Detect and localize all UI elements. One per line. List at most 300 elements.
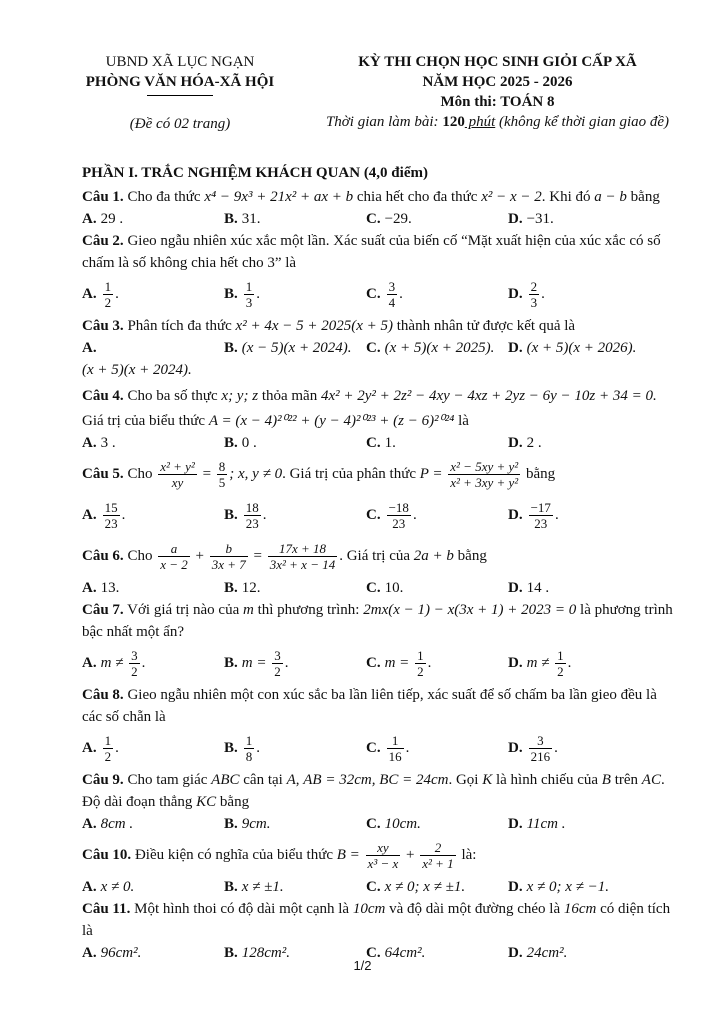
option-d xyxy=(508,577,650,599)
question-1 xyxy=(82,186,674,208)
equals-sign: = xyxy=(249,547,266,564)
question-5 xyxy=(82,454,674,495)
option-a: A. m ≠ $\frac{3}{2}$ . xyxy=(82,648,146,679)
question-text: . Gọi xyxy=(448,772,483,788)
question-label: Câu 7. xyxy=(82,602,124,618)
math-expr: m = xyxy=(384,654,414,671)
option-letter: C. xyxy=(366,879,381,895)
time-limit xyxy=(305,112,690,132)
option-a xyxy=(82,208,224,230)
answer-options xyxy=(82,728,674,769)
fraction xyxy=(415,648,426,679)
denominator: 3 xyxy=(530,295,538,310)
option-a-value: (x + 5)(x + 2024). xyxy=(82,362,192,378)
option-b: B. $\frac{1}{3}$ . xyxy=(224,279,261,310)
numerator: −18 xyxy=(388,500,409,515)
option-d: D. $\frac{2}{3}$ . xyxy=(508,279,545,310)
denominator: 2 xyxy=(417,664,424,679)
question-label: Câu 9. xyxy=(82,772,124,788)
question-text: là xyxy=(454,413,469,429)
question-label: Câu 3. xyxy=(82,318,124,334)
question-text: Cho ba số thực xyxy=(123,388,222,404)
denominator: 4 xyxy=(388,295,396,310)
option-letter: B. xyxy=(224,945,238,961)
answer-options xyxy=(82,432,674,454)
question-label: Câu 6. xyxy=(82,547,124,564)
denominator: 3 xyxy=(245,295,253,310)
denominator: 23 xyxy=(104,516,118,531)
math-expr: A = (x − 4)²⁰²² + (y − 4)²⁰²³ + (z − 6)²⁰²⁴ xyxy=(208,413,455,429)
question-text: cân tại xyxy=(239,772,287,788)
math-expr: x² + 4x − 5 + 2025(x + 5) xyxy=(235,318,393,334)
option-letter: B. xyxy=(224,211,238,227)
fraction xyxy=(158,459,197,490)
option-letter: A. xyxy=(82,816,97,832)
question-9 xyxy=(82,769,674,791)
question-text: bằng xyxy=(522,465,556,482)
question-9-line-2 xyxy=(82,791,674,813)
numerator: 1 xyxy=(104,279,112,294)
question-label: Câu 4. xyxy=(82,388,124,404)
option-letter: C. xyxy=(366,816,381,832)
question-text: . Giá trị của xyxy=(339,547,414,564)
time-suffix: (không kể thời gian giao đề) xyxy=(495,114,670,130)
denominator: 3x + 7 xyxy=(211,557,246,572)
section-title: PHẦN I. TRẮC NGHIỆM KHÁCH QUAN (4,0 điểm) xyxy=(82,165,428,181)
option-c xyxy=(366,337,508,359)
option-value: 24cm². xyxy=(526,945,568,961)
option-value: 128cm². xyxy=(241,945,291,961)
math-expr: A xyxy=(286,772,296,788)
math-expr: KC xyxy=(196,794,217,810)
question-text: bằng xyxy=(216,794,250,810)
option-letter: A. xyxy=(82,654,97,671)
question-text: Gieo ngẫu nhiên xúc xắc một lần. Xác suất của biến cố “Mặt xuất hiện của xúc xắc có số chấm là số không chia hết cho 3” là xyxy=(82,233,661,271)
option-value: 96cm². xyxy=(100,945,142,961)
fraction xyxy=(387,500,411,531)
math-expr: 4x² + 2y² + 2z² − 4xy − 4xz + 2yz − 6y − 10z + 34 = 0. xyxy=(320,388,657,404)
option-letter: D. xyxy=(508,506,523,523)
option-letter: A. xyxy=(82,945,97,961)
question-text: là hình chiếu của xyxy=(492,772,602,788)
option-d: D. m ≠ $\frac{1}{2}$ . xyxy=(508,648,572,679)
question-label: Câu 11. xyxy=(82,901,131,917)
option-value: 13. xyxy=(100,580,120,596)
numerator: 18 xyxy=(245,500,259,515)
answer-options xyxy=(82,495,674,536)
math-expr: 10cm xyxy=(352,901,386,917)
numerator: 1 xyxy=(557,648,564,663)
question-label: Câu 1. xyxy=(82,189,124,205)
option-letter: B. xyxy=(224,580,238,596)
fraction xyxy=(529,733,553,764)
option-d xyxy=(508,337,650,359)
fraction xyxy=(387,733,404,764)
answer-options xyxy=(82,876,674,898)
option-letter: A. xyxy=(82,879,97,895)
option-value: −31. xyxy=(526,211,554,227)
option-d xyxy=(508,208,650,230)
fraction xyxy=(217,459,228,490)
header-divider xyxy=(147,95,213,96)
numerator: 3 xyxy=(274,648,281,663)
denominator: 2 xyxy=(104,295,112,310)
option-letter: B. xyxy=(224,435,238,451)
denominator: 2 xyxy=(557,664,564,679)
denominator: 23 xyxy=(245,516,259,531)
denominator: 8 xyxy=(245,749,253,764)
denominator: 23 xyxy=(534,516,548,531)
numerator: x² − 5xy + y² xyxy=(450,459,519,474)
option-c xyxy=(366,432,508,454)
option-value: −29. xyxy=(384,211,412,227)
question-text: trên xyxy=(610,772,642,788)
option-value: 12. xyxy=(241,580,261,596)
math-expr: K xyxy=(482,772,493,788)
question-label: Câu 2. xyxy=(82,233,124,249)
denominator: x³ − x xyxy=(367,856,399,871)
page-count-note: (Đề có 02 trang) xyxy=(129,116,231,132)
option-c: C. m = $\frac{1}{2}$ . xyxy=(366,648,432,679)
answer-options xyxy=(82,813,674,835)
option-letter: A. xyxy=(82,340,97,356)
denominator: xy xyxy=(171,475,184,490)
option-value: 31. xyxy=(241,211,261,227)
option-value: 14 . xyxy=(526,580,550,596)
denominator: 23 xyxy=(392,516,406,531)
numerator: 1 xyxy=(104,733,112,748)
question-text: Cho đa thức xyxy=(123,189,205,205)
math-expr: m ≠ xyxy=(100,654,128,671)
option-b: B. m = $\frac{3}{2}$ . xyxy=(224,648,289,679)
option-a xyxy=(82,432,224,454)
denominator: 3x² + x − 14 xyxy=(269,557,336,572)
numerator: xy xyxy=(366,840,401,856)
question-text: Phân tích đa thức xyxy=(123,318,236,334)
denominator: x² + 1 xyxy=(422,856,454,871)
question-text: Giá trị của biểu thức xyxy=(82,413,209,429)
fraction xyxy=(448,459,520,490)
denominator: 5 xyxy=(218,475,226,490)
question-text: Gieo ngẫu nhiên một con xúc sắc ba lần liên tiếp, xác suất để số chấm ba lần gieo đều là các số chẵn là xyxy=(82,687,657,725)
option-a xyxy=(82,337,224,359)
math-expr: B = xyxy=(336,846,364,863)
option-letter: B. xyxy=(224,506,238,523)
question-text: Cho xyxy=(123,547,157,564)
fraction xyxy=(103,733,114,764)
option-letter: B. xyxy=(224,285,238,302)
question-text: Độ dài đoạn thẳng xyxy=(82,794,197,810)
option-value: (x − 5)(x + 2024). xyxy=(241,340,352,356)
option-letter: B. xyxy=(224,340,238,356)
denominator: x − 2 xyxy=(160,557,188,572)
option-value: 10. xyxy=(384,580,404,596)
numerator: 15 xyxy=(104,500,118,515)
option-a: A. $\frac{15}{23}$ . xyxy=(82,500,126,531)
option-d: D. $\frac{3}{216}$ . xyxy=(508,733,558,764)
denominator: 2 xyxy=(131,664,138,679)
option-letter: A. xyxy=(82,580,97,596)
question-text: , xyxy=(295,772,304,788)
option-letter: C. xyxy=(366,506,381,523)
option-b xyxy=(224,208,366,230)
question-2 xyxy=(82,230,674,274)
time-value: 120 xyxy=(442,114,465,130)
option-c: C. $\frac{3}{4}$ . xyxy=(366,279,403,310)
question-7 xyxy=(82,599,674,643)
option-letter: C. xyxy=(366,211,381,227)
option-letter: A. xyxy=(82,435,97,451)
answer-options xyxy=(82,274,674,315)
option-b: B. $\frac{1}{8}$ . xyxy=(224,733,261,764)
question-text: Một hình thoi có độ dài một cạnh là xyxy=(130,901,353,917)
question-4-line-2 xyxy=(82,410,674,432)
question-text: thì phương trình: xyxy=(253,602,364,618)
fraction xyxy=(244,500,261,531)
option-value: x ≠ 0. xyxy=(100,879,135,895)
denominator: 2 xyxy=(274,664,281,679)
option-letter: C. xyxy=(366,945,381,961)
option-c xyxy=(366,208,508,230)
numerator: 1 xyxy=(245,733,253,748)
answer-options xyxy=(82,208,674,230)
option-a xyxy=(82,813,224,835)
option-letter: D. xyxy=(508,816,523,832)
org-line-2: PHÒNG VĂN HÓA-XÃ HỘI xyxy=(85,74,275,90)
answer-options xyxy=(82,577,674,599)
fraction xyxy=(103,279,114,310)
option-b xyxy=(224,432,366,454)
denominator: 16 xyxy=(388,749,402,764)
math-expr: 2mx(x − 1) − x(3x + 1) + 2023 = 0 xyxy=(363,602,577,618)
option-b xyxy=(224,337,366,359)
option-d xyxy=(508,876,650,898)
math-expr: x² − x − 2 xyxy=(481,189,542,205)
question-text: Điều kiện có nghĩa của biểu thức xyxy=(131,846,337,863)
numerator: 3 xyxy=(529,733,553,749)
question-text: thành nhân tử được kết quả là xyxy=(393,318,576,334)
fraction xyxy=(420,840,455,871)
question-4 xyxy=(82,385,674,407)
math-expr: AC xyxy=(641,772,661,788)
numerator: −17 xyxy=(530,500,551,515)
question-11 xyxy=(82,898,674,942)
numerator: a xyxy=(158,541,190,557)
fraction xyxy=(555,648,566,679)
option-letter: B. xyxy=(224,816,238,832)
numerator: 3 xyxy=(388,279,396,294)
option-d xyxy=(508,432,650,454)
question-label: Câu 5. xyxy=(82,465,124,482)
question-text: Cho xyxy=(123,465,157,482)
subject: Môn thi: TOÁN 8 xyxy=(440,94,555,110)
question-label: Câu 10. xyxy=(82,846,132,863)
denominator: 216 xyxy=(530,749,551,764)
option-value: 29 . xyxy=(100,211,124,227)
option-d: D. $\frac{-17}{23}$ . xyxy=(508,500,559,531)
math-expr: 16cm xyxy=(563,901,597,917)
option-value: 8cm . xyxy=(100,816,134,832)
fraction xyxy=(244,279,255,310)
question-text: bằng xyxy=(453,547,487,564)
option-letter: A. xyxy=(82,739,97,756)
option-b xyxy=(224,876,366,898)
fraction xyxy=(158,541,190,572)
option-letter: D. xyxy=(508,580,523,596)
numerator: 1 xyxy=(417,648,424,663)
option-letter: D. xyxy=(508,945,523,961)
question-6 xyxy=(82,536,674,577)
school-year: NĂM HỌC 2025 - 2026 xyxy=(422,74,573,90)
option-c xyxy=(366,876,508,898)
option-value: 1. xyxy=(384,435,396,451)
time-prefix: Thời gian làm bài: xyxy=(325,114,443,130)
option-letter: D. xyxy=(508,435,523,451)
option-letter: A. xyxy=(82,211,97,227)
option-value: x ≠ 0; x ≠ ±1. xyxy=(384,879,466,895)
math-expr: ; x, y ≠ 0 xyxy=(229,465,283,482)
option-b xyxy=(224,577,366,599)
math-expr: B xyxy=(601,772,611,788)
option-a xyxy=(82,876,224,898)
math-expr: m = xyxy=(241,654,271,671)
math-expr: 2a + b xyxy=(413,547,454,564)
math-expr: x; y; z xyxy=(221,388,259,404)
math-expr: m xyxy=(242,602,254,618)
option-letter: D. xyxy=(508,340,523,356)
numerator: 1 xyxy=(387,733,404,749)
question-8 xyxy=(82,684,674,728)
option-value: (x + 5)(x + 2025). xyxy=(384,340,495,356)
fraction xyxy=(268,541,337,572)
option-a xyxy=(82,577,224,599)
org-line-1: UBND XÃ LỤC NGẠN xyxy=(105,54,255,70)
option-letter: C. xyxy=(366,285,381,302)
option-a: A. $\frac{1}{2}$ . xyxy=(82,279,119,310)
option-c: C. $\frac{1}{16}$ . xyxy=(366,733,410,764)
option-value: 10cm. xyxy=(384,816,421,832)
math-expr: a − b xyxy=(594,189,627,205)
numerator: b xyxy=(210,541,248,557)
denominator: x² + 3xy + y² xyxy=(450,475,519,490)
question-text: và độ dài một đường chéo là xyxy=(385,901,564,917)
question-text: . Khi đó xyxy=(541,189,595,205)
numerator: x² + y² xyxy=(160,459,195,474)
option-b: B. $\frac{18}{23}$ . xyxy=(224,500,267,531)
question-text: Với giá trị nào của xyxy=(123,602,243,618)
equals-sign: = xyxy=(198,465,215,482)
option-value: (x + 5)(x + 2026). xyxy=(526,340,637,356)
option-letter: A. xyxy=(82,285,97,302)
option-value: 11cm . xyxy=(526,816,566,832)
option-letter: B. xyxy=(224,739,238,756)
question-text: có diện tích là xyxy=(82,901,671,939)
option-letter: C. xyxy=(366,435,381,451)
question-text: chia hết cho đa thức xyxy=(353,189,482,205)
exam-title: KỲ THI CHỌN HỌC SINH GIỎI CẤP XÃ xyxy=(358,54,637,70)
fraction xyxy=(103,500,120,531)
option-c: C. $\frac{-18}{23}$ . xyxy=(366,500,417,531)
option-letter: D. xyxy=(508,879,523,895)
fraction xyxy=(210,541,248,572)
question-10 xyxy=(82,835,674,876)
header-exam-info xyxy=(305,52,690,132)
option-letter: B. xyxy=(224,654,238,671)
page-number: 1/2 xyxy=(353,958,372,973)
fraction xyxy=(129,648,140,679)
option-d xyxy=(508,813,650,835)
numerator: 2 xyxy=(420,840,455,856)
question-text: . Giá trị của phân thức xyxy=(282,465,420,482)
fraction xyxy=(529,279,540,310)
question-label: Câu 8. xyxy=(82,687,124,703)
header-organization xyxy=(70,52,290,134)
math-expr: m ≠ xyxy=(526,654,554,671)
option-letter: D. xyxy=(508,285,523,302)
option-value: x ≠ ±1. xyxy=(241,879,284,895)
plus-sign: + xyxy=(191,547,208,564)
numerator: 3 xyxy=(131,648,138,663)
option-value: 0 . xyxy=(241,435,257,451)
option-letter: B. xyxy=(224,879,238,895)
option-letter: C. xyxy=(366,340,381,356)
question-text: . xyxy=(660,772,665,788)
option-value: 9cm. xyxy=(241,816,271,832)
numerator: 2 xyxy=(530,279,538,294)
math-expr: x⁴ − 9x³ + 21x² + ax + b xyxy=(204,189,354,205)
answer-options xyxy=(82,337,674,359)
question-text: bằng xyxy=(626,189,660,205)
option-value: 2 . xyxy=(526,435,542,451)
option-value: 3 . xyxy=(100,435,116,451)
numerator: 8 xyxy=(218,459,226,474)
question-text: là: xyxy=(457,846,477,863)
question-text: Cho tam giác xyxy=(123,772,212,788)
option-letter: A. xyxy=(82,506,97,523)
time-unit: phút xyxy=(464,114,496,130)
option-c xyxy=(366,813,508,835)
option-value: x ≠ 0; x ≠ −1. xyxy=(526,879,609,895)
fraction xyxy=(244,733,255,764)
numerator: 1 xyxy=(245,279,253,294)
plus-sign: + xyxy=(402,846,419,863)
numerator: 17x + 18 xyxy=(268,541,337,557)
answer-options xyxy=(82,643,674,684)
option-b xyxy=(224,813,366,835)
exam-body xyxy=(82,162,674,964)
option-value: 64cm². xyxy=(384,945,426,961)
question-text: thỏa mãn xyxy=(258,388,321,404)
denominator: 2 xyxy=(104,749,112,764)
question-3 xyxy=(82,315,674,337)
fraction xyxy=(529,500,553,531)
option-letter: C. xyxy=(366,654,381,671)
option-letter: D. xyxy=(508,739,523,756)
option-letter: D. xyxy=(508,211,523,227)
option-c xyxy=(366,577,508,599)
option-letter: C. xyxy=(366,739,381,756)
math-expr: P = xyxy=(419,465,447,482)
math-expr: AB = 32cm, BC = 24cm xyxy=(303,772,449,788)
fraction xyxy=(387,279,398,310)
fraction xyxy=(272,648,283,679)
option-letter: D. xyxy=(508,654,523,671)
question-text: là phương trình bậc nhất một ẩn? xyxy=(82,602,673,640)
math-expr: ABC xyxy=(211,772,240,788)
fraction xyxy=(366,840,401,871)
option-a: A. $\frac{1}{2}$ . xyxy=(82,733,119,764)
option-letter: C. xyxy=(366,580,381,596)
